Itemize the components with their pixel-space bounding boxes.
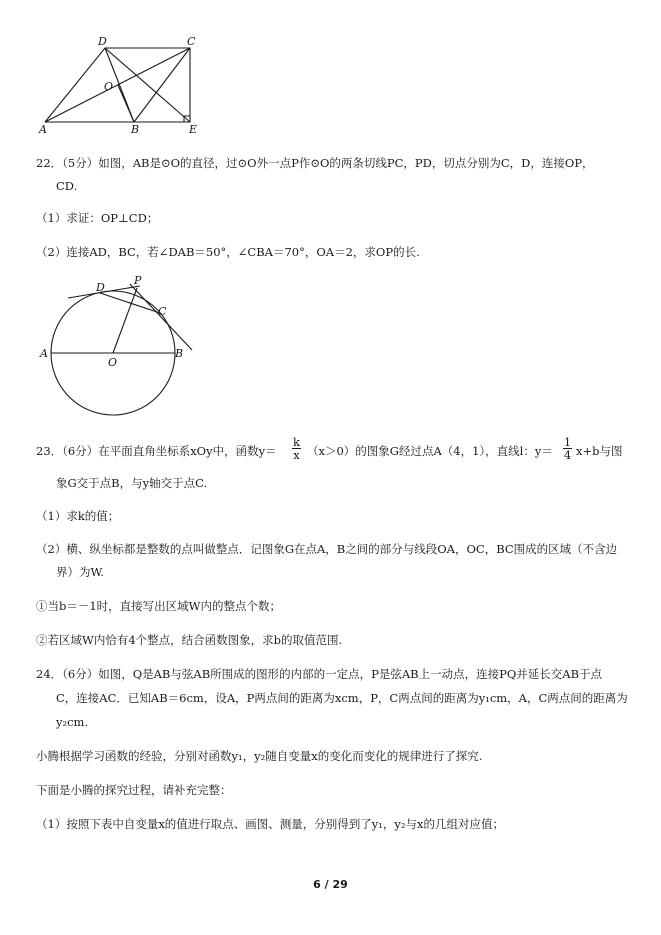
label-a: A [39, 123, 47, 136]
q23-line1-a: 23．（6分）在平面直角坐标系xOy中，函数y＝ [36, 444, 277, 458]
frac2-numerator: 1 [563, 435, 572, 449]
circle-o [51, 291, 175, 415]
segment-op [113, 288, 137, 353]
q23-fraction-one-quarter [563, 436, 572, 461]
q23-fraction-k-over-x [292, 436, 301, 461]
q22-part2: （2）连接AD，BC，若∠DAB＝50°，∠CBA＝70°，OA＝2，求OP的长. [36, 245, 420, 259]
frac1-denominator: x [293, 448, 300, 462]
q22-line1: 22．（5分）如图，AB是⊙O的直径，过⊙O外一点P作⊙O的两条切线PC，PD，切点分别为C，D，连接OP， [36, 156, 594, 170]
label-o2: O [108, 356, 118, 369]
label-e: E [189, 123, 198, 136]
q23-part1: （1）求k的值； [36, 509, 120, 523]
label-d: D [98, 35, 107, 48]
q23-part2-line1: （2）横、纵坐标都是整数的点叫做整点．记图象G在点A，B之间的部分与线段OA，OC，BC围成的区域（不含边 [36, 542, 618, 556]
chord-dc [100, 293, 160, 313]
frac2-denominator: 4 [563, 448, 572, 462]
page-number: 6 / 29 [313, 878, 348, 891]
label-p: P [134, 274, 142, 287]
q24-line3: y₂cm. [56, 715, 89, 729]
label-b: B [131, 123, 140, 136]
figure-parallelogram [0, 0, 661, 160]
q23-line1-b: （x＞0）的图象G经过点A（4，1），直线l：y＝ [307, 444, 553, 458]
q23-sub2: ②若区域W内恰有4个整点，结合函数图象，求b的取值范围. [36, 633, 343, 647]
tangent-pc [130, 284, 192, 350]
q23-sub1: ①当b＝－1时，直接写出区域W内的整点个数； [36, 599, 281, 613]
segment-ob [118, 85, 134, 122]
q24-line1: 24．（6分）如图，Q是AB与弦AB所围成的图形的内部的一定点，P是弦AB上一动点，连接PQ并延长交AB于点 [36, 667, 603, 681]
label-b2: B [175, 347, 184, 360]
q24-line2: C，连接AC．已知AB＝6cm，设A，P两点间的距离为xcm，P，C两点间的距离为y₁cm，A，C两点间的距离为 [56, 691, 628, 705]
label-d2: D [96, 281, 105, 294]
label-o: O [104, 80, 114, 93]
tangent-pd [68, 286, 140, 298]
label-c: C [187, 35, 196, 48]
q23-line1-c: x+b与图 [576, 444, 623, 458]
q22-part1: （1）求证：OP⊥CD； [36, 211, 159, 225]
label-c2: C [158, 305, 167, 318]
label-a2: A [40, 347, 48, 360]
q24-para1: 小腾根据学习函数的经验，分别对函数y₁，y₂随自变量x的变化而变化的规律进行了探究. [36, 749, 483, 763]
frac1-numerator: k [293, 435, 300, 449]
q23-part2-line2: 界）为W. [56, 565, 104, 579]
q24-para2: 下面是小腾的探究过程，请补充完整： [36, 783, 232, 797]
q23-line2: 象G交于点B，与y轴交于点C. [56, 476, 208, 490]
q22-line2: CD. [56, 179, 78, 193]
q24-part1: （1）按照下表中自变量x的值进行取点、画图、测量，分别得到了y₁，y₂与x的几组对应值； [36, 817, 504, 831]
segment-bc [134, 48, 190, 122]
